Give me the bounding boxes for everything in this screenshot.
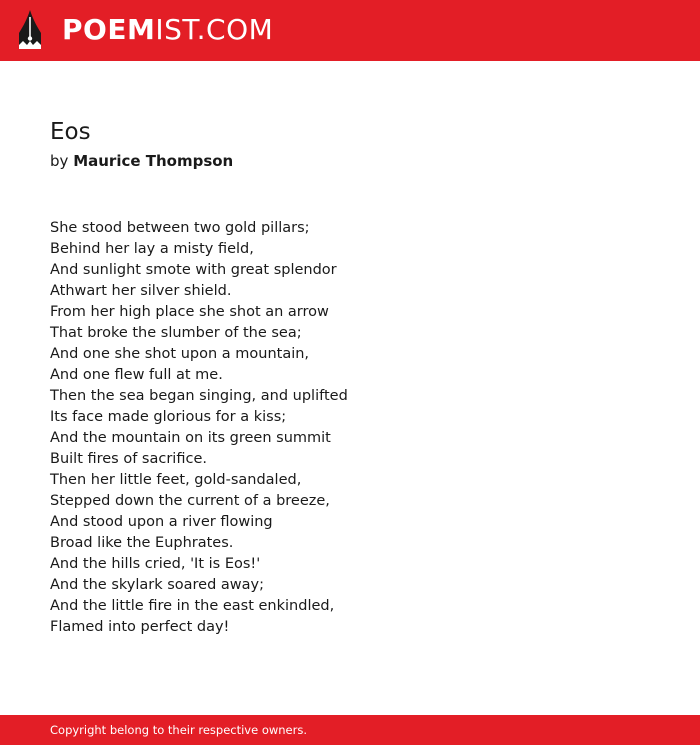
poem-line: And the little fire in the east enkindled, bbox=[50, 598, 335, 614]
poem-title: Eos bbox=[50, 119, 91, 145]
poem-byline bbox=[50, 150, 670, 172]
logo-text-light: IST.COM bbox=[155, 13, 274, 46]
site-logo-text bbox=[62, 8, 273, 52]
poem-line: That broke the slumber of the sea; bbox=[50, 325, 302, 341]
poem-body bbox=[50, 218, 670, 638]
pen-nib-icon bbox=[16, 9, 44, 51]
poem-line: Its face made glorious for a kiss; bbox=[50, 409, 287, 425]
poem-line: And the hills cried, 'It is Eos!' bbox=[50, 556, 261, 572]
poem-author: Maurice Thompson bbox=[73, 152, 234, 170]
poem-line: And the skylark soared away; bbox=[50, 577, 265, 593]
poem-line: Behind her lay a misty field, bbox=[50, 241, 254, 257]
poem-line: And one she shot upon a mountain, bbox=[50, 346, 310, 362]
poem-line: Stepped down the current of a breeze, bbox=[50, 493, 330, 509]
site-logo-link[interactable] bbox=[16, 8, 273, 52]
site-footer bbox=[0, 715, 700, 745]
site-header bbox=[0, 0, 700, 61]
by-label: by bbox=[50, 152, 69, 170]
poem-line: Broad like the Euphrates. bbox=[50, 535, 234, 551]
poem-line: Then the sea began singing, and uplifted bbox=[50, 388, 348, 404]
logo-text-bold: POEM bbox=[62, 13, 156, 46]
poem-line: And one flew full at me. bbox=[50, 367, 223, 383]
poem-line: She stood between two gold pillars; bbox=[50, 220, 310, 236]
poem-line: And the mountain on its green summit bbox=[50, 430, 331, 446]
poem-line: Flamed into perfect day! bbox=[50, 619, 230, 635]
poem-line: And sunlight smote with great splendor bbox=[50, 262, 337, 278]
copyright-text: Copyright belong to their respective owners. bbox=[50, 723, 308, 737]
poem-header bbox=[50, 116, 670, 172]
poem-line: And stood upon a river flowing bbox=[50, 514, 273, 530]
poem-line: Then her little feet, gold-sandaled, bbox=[50, 472, 302, 488]
poem-line: From her high place she shot an arrow bbox=[50, 304, 329, 320]
poem-line: Athwart her silver shield. bbox=[50, 283, 232, 299]
poem-line: Built fires of sacrifice. bbox=[50, 451, 207, 467]
